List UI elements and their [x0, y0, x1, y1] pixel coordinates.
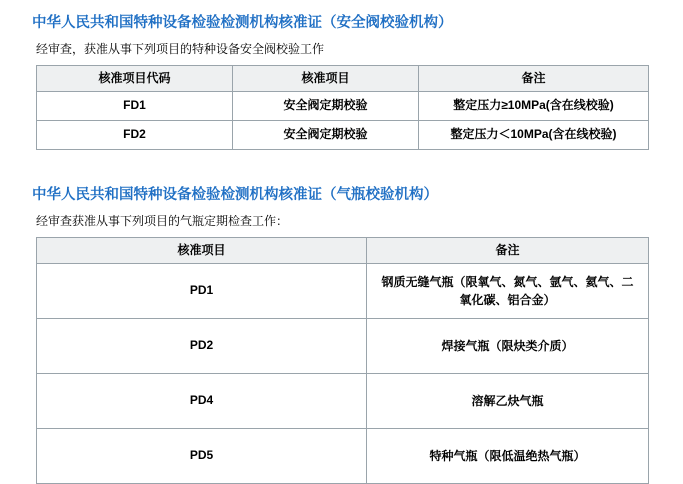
table-row [37, 264, 649, 319]
approval-table-gas-cylinder [36, 237, 649, 484]
column-header-item: 核准项目 [233, 65, 419, 91]
section-title: 中华人民共和国特种设备检验检测机构核准证（气瓶校验机构） [32, 187, 438, 204]
cell-code: FD2 [37, 121, 233, 150]
table-row [37, 374, 649, 429]
column-header-code: 核准项目代码 [37, 65, 233, 91]
table-header-row [37, 65, 649, 91]
column-header-item: 核准项目 [37, 237, 367, 263]
section-safety-valve [18, 14, 665, 150]
cell-item: PD4 [37, 374, 367, 429]
column-header-remark: 备注 [419, 65, 649, 91]
cell-item: 安全阀定期校验 [233, 121, 419, 150]
approval-table-safety-valve [36, 65, 649, 150]
section-intro: 经审查获准从事下列项目的气瓶定期检查工作： [36, 213, 289, 228]
section-intro: 经审查，获准从事下列项目的特种设备安全阀校验工作 [36, 41, 325, 56]
table-row [37, 92, 649, 121]
cell-remark: 溶解乙炔气瓶 [367, 374, 649, 429]
cell-remark: 焊接气瓶（限炔类介质） [367, 319, 649, 374]
table-row [37, 429, 649, 484]
cell-item: 安全阀定期校验 [233, 92, 419, 121]
column-header-remark: 备注 [367, 237, 649, 263]
cell-remark: 钢质无缝气瓶（限氧气、氮气、氩气、氦气、二氧化碳、铝合金） [367, 264, 649, 319]
table-row [37, 121, 649, 150]
cell-remark: 特种气瓶（限低温绝热气瓶） [367, 429, 649, 484]
cell-item: PD5 [37, 429, 367, 484]
section-title: 中华人民共和国特种设备检验检测机构核准证（安全阀校验机构） [32, 15, 453, 31]
cell-item: PD1 [37, 264, 367, 319]
cell-remark: 整定压力＜10MPa(含在线校验) [419, 121, 649, 150]
table-row [37, 319, 649, 374]
section-spacer [18, 156, 665, 182]
cell-item: PD2 [37, 319, 367, 374]
cell-remark: 整定压力≥10MPa(含在线校验) [419, 92, 649, 121]
cell-code: FD1 [37, 92, 233, 121]
table-header-row [37, 237, 649, 263]
section-gas-cylinder [18, 186, 665, 484]
